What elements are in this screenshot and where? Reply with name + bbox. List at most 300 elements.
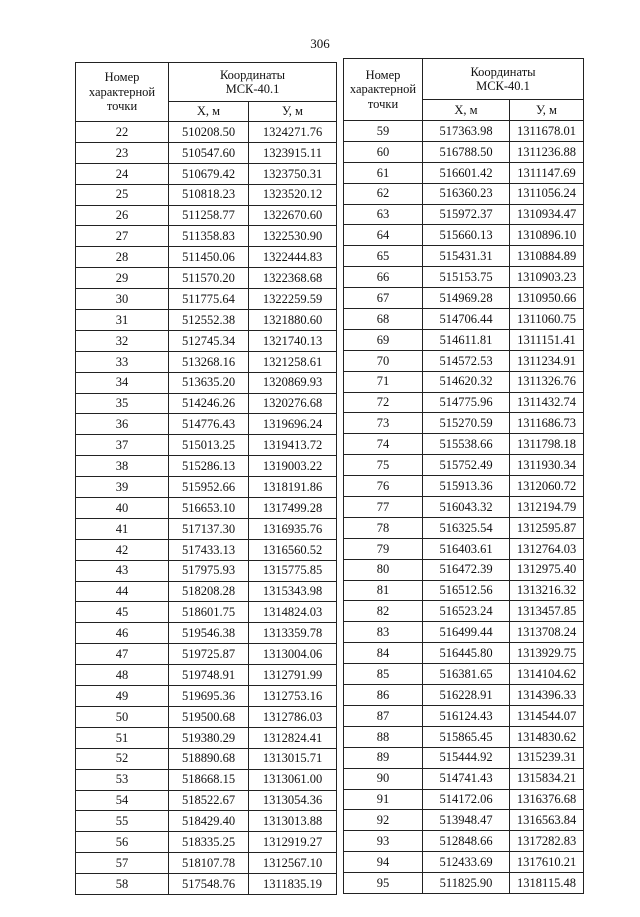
y-coordinate-cell: 1321258.61 <box>249 351 337 372</box>
x-coordinate-cell: 511775.64 <box>169 289 249 310</box>
point-number-cell: 64 <box>344 225 423 246</box>
table-row <box>344 121 584 142</box>
point-number-cell: 75 <box>344 455 423 476</box>
x-coordinate-cell: 512848.66 <box>423 831 510 852</box>
x-coordinate-cell: 516523.24 <box>423 601 510 622</box>
y-coordinate-cell: 1323520.12 <box>249 184 337 205</box>
table-row <box>344 350 584 371</box>
point-number-cell: 49 <box>76 686 169 707</box>
x-coordinate-cell: 516512.56 <box>423 580 510 601</box>
y-coordinate-cell: 1312791.99 <box>249 665 337 686</box>
y-coordinate-cell: 1313061.00 <box>249 769 337 790</box>
x-coordinate-cell: 510818.23 <box>169 184 249 205</box>
y-coordinate-cell: 1314396.33 <box>510 685 584 706</box>
point-number-cell: 56 <box>76 832 169 853</box>
table-row <box>344 852 584 873</box>
table-row <box>76 393 337 414</box>
point-number-cell: 22 <box>76 122 169 143</box>
x-coordinate-cell: 518208.28 <box>169 581 249 602</box>
point-number-cell: 69 <box>344 329 423 350</box>
x-coordinate-cell: 514776.43 <box>169 414 249 435</box>
x-coordinate-cell: 514620.32 <box>423 371 510 392</box>
table-row <box>76 142 337 163</box>
x-coordinate-cell: 518668.15 <box>169 769 249 790</box>
y-coordinate-cell: 1316563.84 <box>510 810 584 831</box>
table-row <box>76 163 337 184</box>
x-coordinate-cell: 519725.87 <box>169 644 249 665</box>
table-row <box>76 247 337 268</box>
y-coordinate-cell: 1317610.21 <box>510 852 584 873</box>
y-coordinate-cell: 1317282.83 <box>510 831 584 852</box>
table-row <box>76 122 337 143</box>
x-coordinate-cell: 519500.68 <box>169 706 249 727</box>
table-row <box>76 769 337 790</box>
x-coordinate-cell: 516472.39 <box>423 559 510 580</box>
x-coordinate-cell: 516043.32 <box>423 497 510 518</box>
point-number-cell: 46 <box>76 623 169 644</box>
x-coordinate-cell: 514741.43 <box>423 768 510 789</box>
point-number-cell: 82 <box>344 601 423 622</box>
table-row <box>76 644 337 665</box>
y-coordinate-cell: 1311686.73 <box>510 413 584 434</box>
point-number-cell: 86 <box>344 685 423 706</box>
table-row <box>76 435 337 456</box>
x-coordinate-cell: 515013.25 <box>169 435 249 456</box>
point-number-cell: 24 <box>76 163 169 184</box>
x-coordinate-cell: 517975.93 <box>169 560 249 581</box>
x-coordinate-cell: 513635.20 <box>169 372 249 393</box>
x-coordinate-cell: 516403.61 <box>423 538 510 559</box>
y-coordinate-cell: 1316376.68 <box>510 789 584 810</box>
table-row <box>344 664 584 685</box>
table-row <box>344 455 584 476</box>
point-number-cell: 60 <box>344 141 423 162</box>
y-coordinate-cell: 1322259.59 <box>249 289 337 310</box>
table-row <box>344 517 584 538</box>
table-row <box>76 581 337 602</box>
table-row <box>76 477 337 498</box>
table-row <box>344 643 584 664</box>
y-coordinate-cell: 1312919.27 <box>249 832 337 853</box>
point-number-cell: 88 <box>344 726 423 747</box>
y-coordinate-cell: 1311432.74 <box>510 392 584 413</box>
point-number-header: Номер характерной точки <box>344 59 423 121</box>
table-row <box>76 456 337 477</box>
point-number-cell: 38 <box>76 456 169 477</box>
x-coordinate-cell: 516124.43 <box>423 705 510 726</box>
table-row <box>76 226 337 247</box>
y-coordinate-cell: 1312753.16 <box>249 686 337 707</box>
x-coordinate-cell: 514969.28 <box>423 288 510 309</box>
x-coordinate-cell: 514572.53 <box>423 350 510 371</box>
point-number-cell: 72 <box>344 392 423 413</box>
y-coordinate-cell: 1313013.88 <box>249 811 337 832</box>
x-coordinate-cell: 515286.13 <box>169 456 249 477</box>
y-coordinate-cell: 1316560.52 <box>249 539 337 560</box>
y-coordinate-cell: 1312595.87 <box>510 517 584 538</box>
page-number: 306 <box>310 36 330 51</box>
table-row <box>76 205 337 226</box>
y-coordinate-cell: 1322444.83 <box>249 247 337 268</box>
table-row <box>344 288 584 309</box>
y-coordinate-cell: 1311326.76 <box>510 371 584 392</box>
y-coordinate-cell: 1313216.32 <box>510 580 584 601</box>
y-coordinate-cell: 1313929.75 <box>510 643 584 664</box>
table-row <box>344 183 584 204</box>
y-coordinate-cell: 1311835.19 <box>249 874 337 895</box>
y-coordinate-cell: 1319696.24 <box>249 414 337 435</box>
y-coordinate-cell: 1310950.66 <box>510 288 584 309</box>
table-row <box>344 726 584 747</box>
y-coordinate-cell: 1313457.85 <box>510 601 584 622</box>
point-number-cell: 57 <box>76 853 169 874</box>
x-coordinate-cell: 515431.31 <box>423 246 510 267</box>
table-row <box>76 372 337 393</box>
point-number-cell: 74 <box>344 434 423 455</box>
y-coordinate-cell: 1315775.85 <box>249 560 337 581</box>
x-coordinate-cell: 515538.66 <box>423 434 510 455</box>
y-coordinate-cell: 1310896.10 <box>510 225 584 246</box>
table-row <box>76 560 337 581</box>
table-row <box>76 518 337 539</box>
point-number-cell: 93 <box>344 831 423 852</box>
x-coordinate-cell: 512745.34 <box>169 330 249 351</box>
coordinates-label: Координаты <box>470 64 536 79</box>
y-coordinate-cell: 1313054.36 <box>249 790 337 811</box>
y-coordinate-cell: 1311056.24 <box>510 183 584 204</box>
table-row <box>344 225 584 246</box>
left-table-body <box>76 122 337 895</box>
y-coordinate-cell: 1318115.48 <box>510 873 584 894</box>
x-coordinate-cell: 519695.36 <box>169 686 249 707</box>
x-coordinate-cell: 516499.44 <box>423 622 510 643</box>
y-coordinate-cell: 1310903.23 <box>510 267 584 288</box>
y-coordinate-cell: 1322670.60 <box>249 205 337 226</box>
table-row <box>76 539 337 560</box>
table-row <box>76 623 337 644</box>
x-coordinate-cell: 516381.65 <box>423 664 510 685</box>
table-row <box>76 706 337 727</box>
y-coordinate-cell: 1315834.21 <box>510 768 584 789</box>
point-number-cell: 41 <box>76 518 169 539</box>
point-number-cell: 79 <box>344 538 423 559</box>
point-number-cell: 27 <box>76 226 169 247</box>
x-coordinate-cell: 518522.67 <box>169 790 249 811</box>
point-number-cell: 44 <box>76 581 169 602</box>
point-number-header: Номер характерной точки <box>76 63 169 122</box>
y-coordinate-cell: 1313708.24 <box>510 622 584 643</box>
table-row <box>344 705 584 726</box>
y-coordinate-cell: 1317499.28 <box>249 498 337 519</box>
y-coordinate-cell: 1322368.68 <box>249 268 337 289</box>
point-number-cell: 63 <box>344 204 423 225</box>
point-number-cell: 78 <box>344 517 423 538</box>
x-coordinate-cell: 514706.44 <box>423 309 510 330</box>
table-row <box>344 392 584 413</box>
point-number-cell: 59 <box>344 121 423 142</box>
y-coordinate-cell: 1319003.22 <box>249 456 337 477</box>
point-number-cell: 83 <box>344 622 423 643</box>
table-row <box>76 665 337 686</box>
point-number-cell: 70 <box>344 350 423 371</box>
x-coordinate-cell: 515972.37 <box>423 204 510 225</box>
table-row <box>76 853 337 874</box>
point-number-cell: 32 <box>76 330 169 351</box>
point-number-cell: 94 <box>344 852 423 873</box>
x-coordinate-cell: 516360.23 <box>423 183 510 204</box>
y-coordinate-cell: 1311234.91 <box>510 350 584 371</box>
y-coordinate-cell: 1319413.72 <box>249 435 337 456</box>
table-row <box>344 204 584 225</box>
table-row <box>344 810 584 831</box>
x-coordinate-cell: 515865.45 <box>423 726 510 747</box>
x-coordinate-cell: 511358.83 <box>169 226 249 247</box>
y-coordinate-cell: 1311930.34 <box>510 455 584 476</box>
table-row <box>344 141 584 162</box>
table-row <box>76 811 337 832</box>
y-coordinate-cell: 1310934.47 <box>510 204 584 225</box>
table-row <box>344 371 584 392</box>
point-number-cell: 68 <box>344 309 423 330</box>
point-number-cell: 87 <box>344 705 423 726</box>
x-coordinate-cell: 513268.16 <box>169 351 249 372</box>
table-row <box>344 267 584 288</box>
table-row <box>344 685 584 706</box>
y-coordinate-cell: 1318191.86 <box>249 477 337 498</box>
point-number-cell: 29 <box>76 268 169 289</box>
point-number-cell: 92 <box>344 810 423 831</box>
table-row <box>344 768 584 789</box>
y-coordinate-cell: 1315239.31 <box>510 747 584 768</box>
x-coordinate-cell: 519748.91 <box>169 665 249 686</box>
table-row <box>76 790 337 811</box>
y-coordinate-cell: 1312764.03 <box>510 538 584 559</box>
x-coordinate-cell: 516228.91 <box>423 685 510 706</box>
point-number-cell: 90 <box>344 768 423 789</box>
x-coordinate-cell: 517137.30 <box>169 518 249 539</box>
x-coordinate-cell: 518335.25 <box>169 832 249 853</box>
point-number-cell: 47 <box>76 644 169 665</box>
x-coordinate-cell: 517363.98 <box>423 121 510 142</box>
table-row <box>76 727 337 748</box>
y-coordinate-cell: 1313004.06 <box>249 644 337 665</box>
x-coordinate-cell: 515952.66 <box>169 477 249 498</box>
x-coordinate-cell: 516325.54 <box>423 517 510 538</box>
table-row <box>76 330 337 351</box>
point-number-cell: 36 <box>76 414 169 435</box>
x-coordinate-cell: 515660.13 <box>423 225 510 246</box>
point-number-cell: 50 <box>76 706 169 727</box>
point-number-cell: 40 <box>76 498 169 519</box>
point-number-cell: 39 <box>76 477 169 498</box>
table-row <box>344 559 584 580</box>
coordinates-table-right <box>343 58 584 894</box>
point-number-cell: 30 <box>76 289 169 310</box>
point-number-cell: 35 <box>76 393 169 414</box>
x-coordinate-cell: 515752.49 <box>423 455 510 476</box>
x-coordinate-cell: 515913.36 <box>423 476 510 497</box>
point-number-cell: 51 <box>76 727 169 748</box>
y-coordinate-cell: 1321880.60 <box>249 310 337 331</box>
y-coordinate-cell: 1320276.68 <box>249 393 337 414</box>
coordinates-group-header <box>423 59 584 100</box>
x-column-header: X, м <box>423 99 510 120</box>
point-number-cell: 81 <box>344 580 423 601</box>
x-coordinate-cell: 518890.68 <box>169 748 249 769</box>
x-coordinate-cell: 515270.59 <box>423 413 510 434</box>
x-coordinate-cell: 511825.90 <box>423 873 510 894</box>
table-row <box>76 351 337 372</box>
table-row <box>76 602 337 623</box>
coordinate-system-label: МСК-40.1 <box>225 81 280 96</box>
x-coordinate-cell: 514246.26 <box>169 393 249 414</box>
x-coordinate-cell: 510547.60 <box>169 142 249 163</box>
y-coordinate-cell: 1315343.98 <box>249 581 337 602</box>
y-coordinate-cell: 1312567.10 <box>249 853 337 874</box>
table-row <box>344 789 584 810</box>
point-number-cell: 55 <box>76 811 169 832</box>
y-coordinate-cell: 1311236.88 <box>510 141 584 162</box>
x-coordinate-cell: 510208.50 <box>169 122 249 143</box>
y-coordinate-cell: 1321740.13 <box>249 330 337 351</box>
x-coordinate-cell: 513948.47 <box>423 810 510 831</box>
table-row <box>344 162 584 183</box>
x-coordinate-cell: 511258.77 <box>169 205 249 226</box>
x-column-header: X, м <box>169 101 249 121</box>
point-number-cell: 26 <box>76 205 169 226</box>
x-coordinate-cell: 516601.42 <box>423 162 510 183</box>
table-row <box>76 268 337 289</box>
y-coordinate-cell: 1314824.03 <box>249 602 337 623</box>
x-coordinate-cell: 512433.69 <box>423 852 510 873</box>
point-number-cell: 67 <box>344 288 423 309</box>
point-number-cell: 95 <box>344 873 423 894</box>
point-number-cell: 62 <box>344 183 423 204</box>
table-row <box>344 831 584 852</box>
point-number-cell: 76 <box>344 476 423 497</box>
y-coordinate-cell: 1322530.90 <box>249 226 337 247</box>
table-row <box>76 414 337 435</box>
table-row <box>344 246 584 267</box>
table-row <box>344 538 584 559</box>
table-row <box>344 329 584 350</box>
x-coordinate-cell: 516788.50 <box>423 141 510 162</box>
x-coordinate-cell: 514775.96 <box>423 392 510 413</box>
point-number-cell: 84 <box>344 643 423 664</box>
table-row <box>76 184 337 205</box>
table-row <box>344 413 584 434</box>
y-column-header: У, м <box>510 99 584 120</box>
x-coordinate-cell: 518107.78 <box>169 853 249 874</box>
coordinates-group-header <box>169 63 337 102</box>
table-row <box>76 498 337 519</box>
point-number-cell: 34 <box>76 372 169 393</box>
y-coordinate-cell: 1320869.93 <box>249 372 337 393</box>
x-coordinate-cell: 511450.06 <box>169 247 249 268</box>
y-coordinate-cell: 1312786.03 <box>249 706 337 727</box>
y-coordinate-cell: 1312060.72 <box>510 476 584 497</box>
table-row <box>344 622 584 643</box>
point-number-cell: 66 <box>344 267 423 288</box>
x-coordinate-cell: 519546.38 <box>169 623 249 644</box>
point-number-cell: 45 <box>76 602 169 623</box>
x-coordinate-cell: 519380.29 <box>169 727 249 748</box>
y-coordinate-cell: 1310884.89 <box>510 246 584 267</box>
point-number-cell: 53 <box>76 769 169 790</box>
point-number-cell: 61 <box>344 162 423 183</box>
point-number-cell: 48 <box>76 665 169 686</box>
point-number-cell: 37 <box>76 435 169 456</box>
x-coordinate-cell: 517548.76 <box>169 874 249 895</box>
y-coordinate-cell: 1314104.62 <box>510 664 584 685</box>
table-row <box>76 832 337 853</box>
y-coordinate-cell: 1311678.01 <box>510 121 584 142</box>
y-coordinate-cell: 1323750.31 <box>249 163 337 184</box>
point-number-cell: 89 <box>344 747 423 768</box>
y-column-header: У, м <box>249 101 337 121</box>
table-row <box>344 434 584 455</box>
table-row <box>344 601 584 622</box>
x-coordinate-cell: 518601.75 <box>169 602 249 623</box>
point-number-cell: 28 <box>76 247 169 268</box>
point-number-cell: 77 <box>344 497 423 518</box>
x-coordinate-cell: 518429.40 <box>169 811 249 832</box>
point-number-cell: 80 <box>344 559 423 580</box>
point-number-cell: 25 <box>76 184 169 205</box>
y-coordinate-cell: 1324271.76 <box>249 122 337 143</box>
point-number-cell: 71 <box>344 371 423 392</box>
y-coordinate-cell: 1312824.41 <box>249 727 337 748</box>
table-row <box>76 748 337 769</box>
x-coordinate-cell: 514172.06 <box>423 789 510 810</box>
point-number-cell: 85 <box>344 664 423 685</box>
point-number-cell: 43 <box>76 560 169 581</box>
right-table-body <box>344 121 584 894</box>
point-number-cell: 73 <box>344 413 423 434</box>
point-number-cell: 42 <box>76 539 169 560</box>
y-coordinate-cell: 1323915.11 <box>249 142 337 163</box>
point-number-cell: 91 <box>344 789 423 810</box>
y-coordinate-cell: 1313359.78 <box>249 623 337 644</box>
point-number-cell: 65 <box>344 246 423 267</box>
x-coordinate-cell: 514611.81 <box>423 329 510 350</box>
coordinates-label: Координаты <box>219 67 286 82</box>
y-coordinate-cell: 1312975.40 <box>510 559 584 580</box>
y-coordinate-cell: 1316935.76 <box>249 518 337 539</box>
y-coordinate-cell: 1311060.75 <box>510 309 584 330</box>
table-row <box>76 874 337 895</box>
x-coordinate-cell: 512552.38 <box>169 310 249 331</box>
y-coordinate-cell: 1313015.71 <box>249 748 337 769</box>
table-row <box>344 747 584 768</box>
y-coordinate-cell: 1314830.62 <box>510 726 584 747</box>
table-row <box>344 309 584 330</box>
y-coordinate-cell: 1311151.41 <box>510 329 584 350</box>
point-number-cell: 58 <box>76 874 169 895</box>
y-coordinate-cell: 1311147.69 <box>510 162 584 183</box>
x-coordinate-cell: 517433.13 <box>169 539 249 560</box>
y-coordinate-cell: 1311798.18 <box>510 434 584 455</box>
table-row <box>76 686 337 707</box>
y-coordinate-cell: 1314544.07 <box>510 705 584 726</box>
point-number-cell: 33 <box>76 351 169 372</box>
x-coordinate-cell: 510679.42 <box>169 163 249 184</box>
table-row <box>344 497 584 518</box>
table-row <box>344 873 584 894</box>
table-row <box>344 476 584 497</box>
x-coordinate-cell: 515153.75 <box>423 267 510 288</box>
x-coordinate-cell: 516653.10 <box>169 498 249 519</box>
